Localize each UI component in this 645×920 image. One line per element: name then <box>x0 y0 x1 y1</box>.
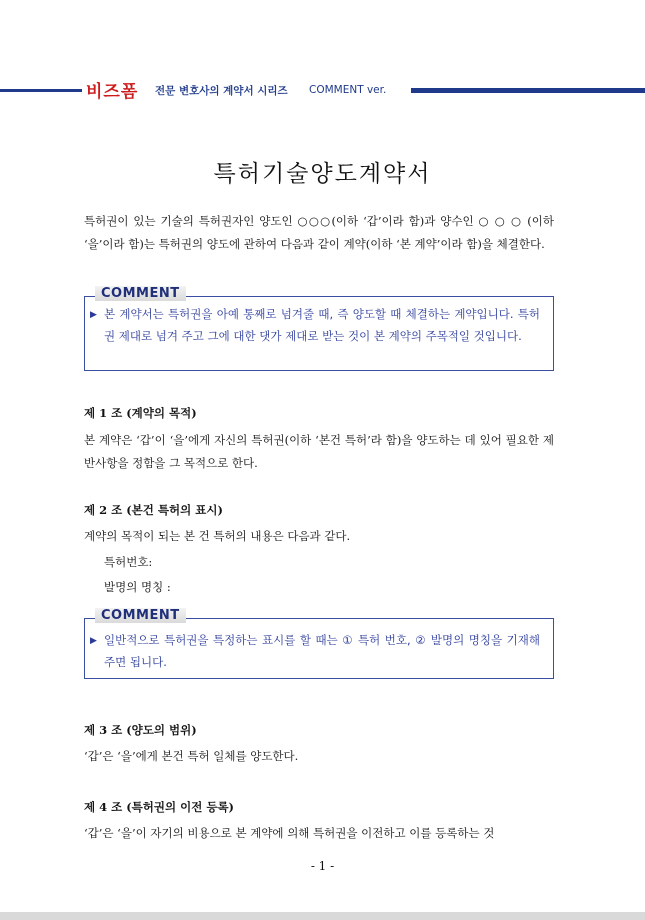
page-number: - 1 - <box>310 859 335 873</box>
article-2-heading: 제 2 조 (본건 특허의 표시) <box>84 503 223 517</box>
article-3-body: ‘갑’은 ‘을’에게 본건 특허 일체를 양도한다. <box>84 749 299 763</box>
comment-label-1: COMMENT <box>95 286 186 301</box>
brand-logo: 비즈폼 <box>86 82 139 102</box>
invention-name-label: 발명의 명칭 : <box>104 580 171 594</box>
header-bar <box>0 82 645 102</box>
comment-label-2: COMMENT <box>95 608 186 623</box>
triangle-bullet-icon: ▶ <box>90 310 97 320</box>
document-title: 특허기술양도계약서 <box>213 161 432 187</box>
article-1-body: 본 계약은 ‘갑’이 ‘을’에게 자신의 특허권(이하 ‘본건 특허’라 함)을 양도하는 데 있어 필요한 제반사항을 정함을 그 목적으로 한다. <box>84 433 554 470</box>
series-title: 전문 변호사의 계약서 시리즈 <box>155 85 288 97</box>
article-4-body: ‘갑’은 ‘을’이 자기의 비용으로 본 계약에 의해 특허권을 이전하고 이를 등록하는 것 <box>84 826 495 840</box>
comment-text-2 <box>86 629 546 673</box>
article-3-heading: 제 3 조 (양도의 범위) <box>84 723 197 737</box>
article-2-body: 계약의 목적이 되는 본 건 특허의 내용은 다음과 같다. <box>84 529 351 543</box>
header-rule-left <box>0 89 82 92</box>
article-1-heading: 제 1 조 (계약의 목적) <box>84 406 197 420</box>
triangle-bullet-icon: ▶ <box>90 636 97 646</box>
footer-bar <box>0 912 645 920</box>
series-version: COMMENT ver. <box>309 84 387 96</box>
comment-body-1: 본 계약서는 특허권을 아예 통째로 넘겨줄 때, 즉 양도할 때 체결하는 계약입니다. 특허권 제대로 넘겨 주고 그에 대한 댓가 제대로 받는 것이 본 계약의 주목적일 것입니다. <box>104 307 540 343</box>
comment-text-1 <box>86 303 546 347</box>
article-4-heading: 제 4 조 (특허권의 이전 등록) <box>84 800 234 814</box>
header-rule-right <box>411 88 645 93</box>
intro-paragraph: 특허권이 있는 기술의 특허권자인 양도인 ○○○(이하 ‘갑’이라 함)과 양수인 ○ ○ ○ (이하 ‘을’이라 함)는 특허권의 양도에 관하여 다음과 같이 계약(이하 ‘본 계약’이라 함)을 체결한다. <box>84 214 554 251</box>
patent-number-label: 특허번호: <box>104 555 153 569</box>
comment-body-2: 일반적으로 특허권을 특정하는 표시를 할 때는 ① 특허 번호, ② 발명의 명칭을 기재해 주면 됩니다. <box>104 633 540 669</box>
